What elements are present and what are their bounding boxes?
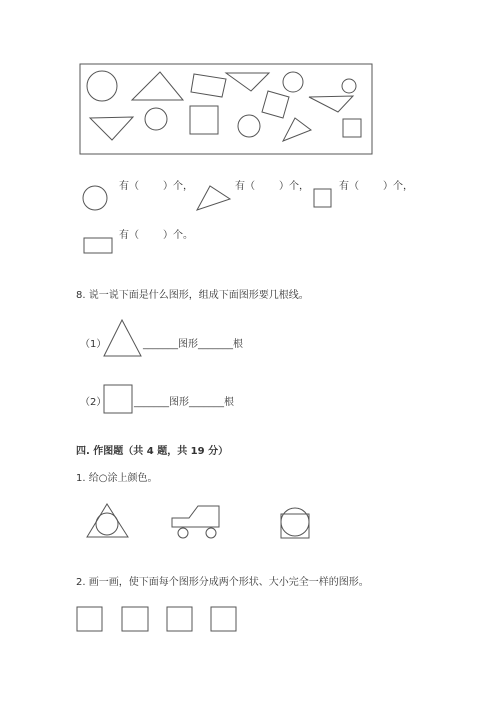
answer-blank[interactable]: _______: [143, 339, 178, 350]
count-prefix: 有（: [235, 181, 255, 192]
q8-item-1-index: （1）: [80, 339, 107, 350]
answer-blank[interactable]: _______: [189, 397, 224, 408]
q8-item-2-index: （2）: [80, 397, 107, 408]
q8-title: 8. 说一说下面是什么图形，组成下面图形要几根线。: [76, 290, 309, 301]
square-to-divide[interactable]: [77, 607, 102, 631]
count-suffix: ）个，: [383, 181, 413, 192]
answer-blank[interactable]: _______: [198, 339, 233, 350]
count-prefix: 有（: [339, 181, 359, 192]
section4-title: 四. 作图题（共 4 题，共 19 分）: [76, 446, 229, 457]
q8-mid-label: 图形: [178, 339, 198, 350]
answer-blank[interactable]: _______: [134, 397, 169, 408]
q8-mid-label: 图形: [169, 397, 189, 408]
section4-q2: 2. 画一画，使下面每个图形分成两个形状、大小完全一样的图形。: [76, 577, 369, 588]
count-suffix: ）个，: [279, 181, 309, 192]
count-prefix: 有（: [119, 230, 139, 241]
count-suffix: ）个。: [163, 230, 193, 241]
square-to-divide[interactable]: [167, 607, 192, 631]
count-suffix: ）个，: [163, 181, 193, 192]
q8-end-label: 根: [233, 339, 243, 350]
square-to-divide[interactable]: [211, 607, 236, 631]
count-prefix: 有（: [119, 181, 139, 192]
q8-end-label: 根: [224, 397, 234, 408]
section4-q1: 1. 给○涂上颜色。: [76, 473, 158, 484]
square-to-divide[interactable]: [122, 607, 148, 631]
